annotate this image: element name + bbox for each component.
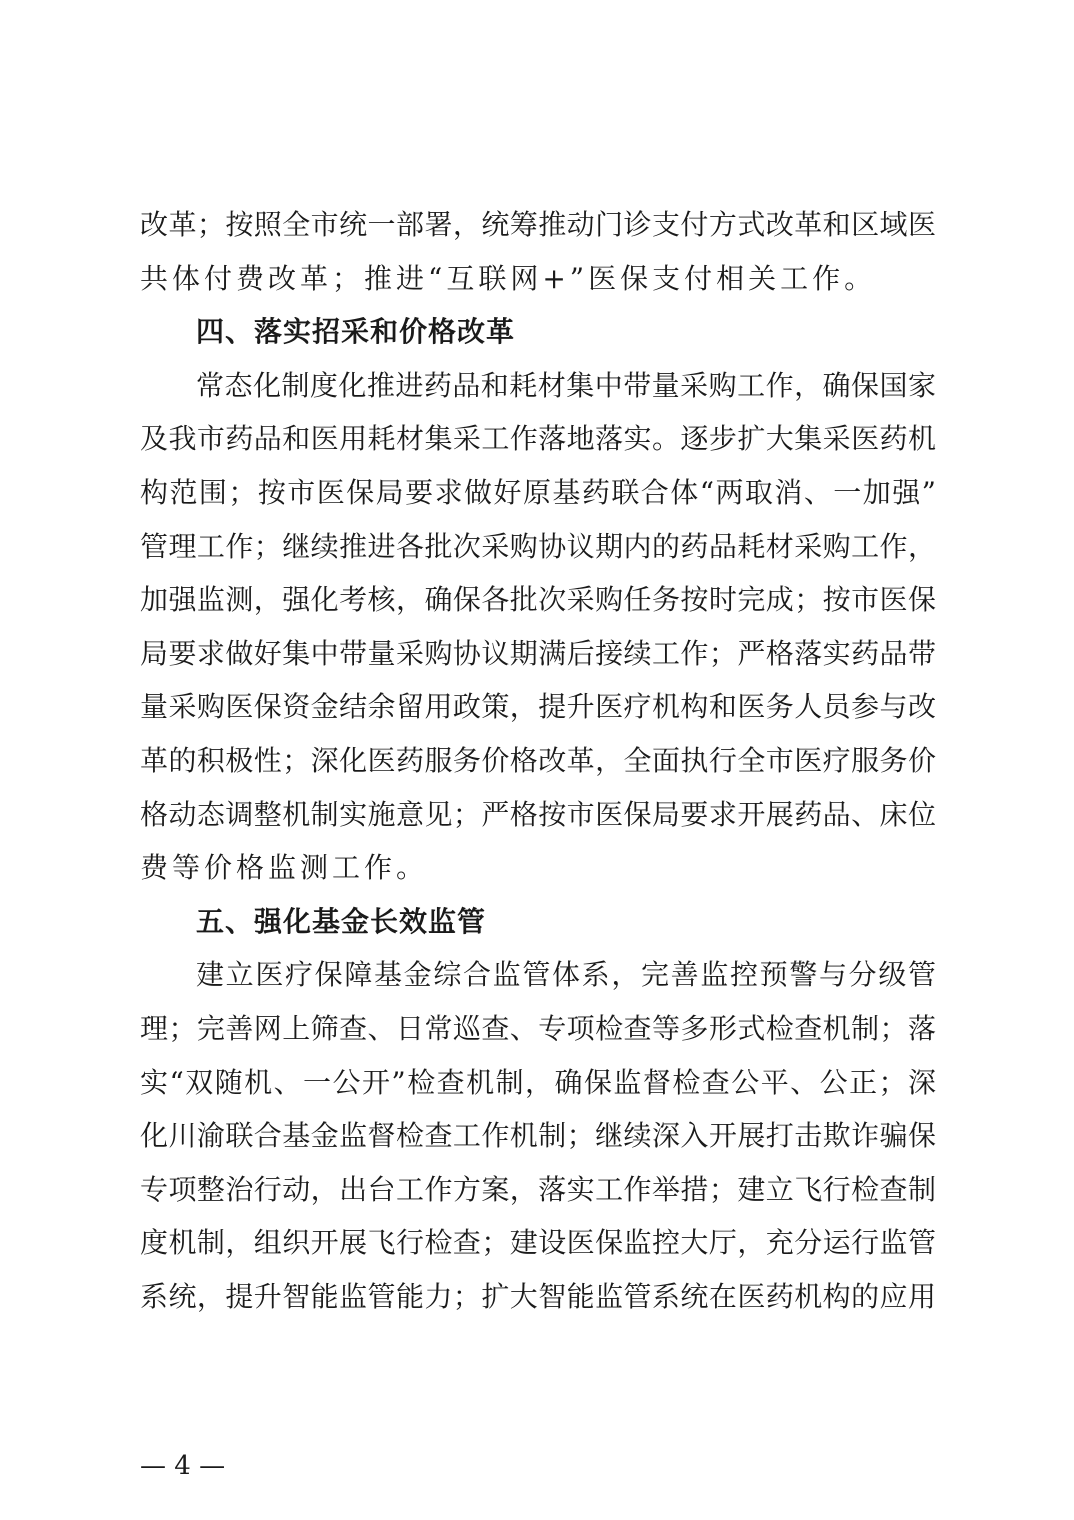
section-heading: 五、强化基金长效监管 (196, 904, 487, 938)
body-line: 格动态调整机制实施意见；严格按市医保局要求开展药品、床位 (140, 797, 936, 831)
body-line: 革的积极性；深化医药服务价格改革，全面执行全市医疗服务价 (140, 743, 936, 777)
body-line: 改革；按照全市统一部署，统筹推动门诊支付方式改革和区域医 (140, 208, 936, 241)
body-line: 实“双随机、一公开”检查机制，确保监督检查公平、公正；深 (140, 1065, 936, 1099)
body-line: 度机制，组织开展飞行检查；建设医保监控大厅，充分运行监管 (140, 1226, 936, 1260)
section-heading: 四、落实招采和价格改革 (196, 315, 516, 349)
body-line: 建立医疗保障基金综合监管体系，完善监控预警与分级管 (196, 958, 936, 992)
page-number: — 4 — (140, 1451, 226, 1481)
body-line: 管理工作；继续推进各批次采购协议期内的药品耗材采购工作， (140, 529, 936, 563)
body-line: 理；完善网上筛查、日常巡查、专项检查等多形式检查机制；落 (140, 1011, 936, 1045)
body-line: 局要求做好集中带量采购协议期满后接续工作；严格落实药品带 (140, 636, 936, 670)
body-line: 共体付费改革；推进“互联网+”医保支付相关工作。 (140, 261, 877, 295)
body-line: 量采购医保资金结余留用政策，提升医疗机构和医务人员参与改 (140, 690, 936, 724)
body-line: 常态化制度化推进药品和耗材集中带量采购工作，确保国家 (196, 368, 936, 402)
body-line: 构范围；按市医保局要求做好原基药联合体“两取消、一加强” (140, 475, 936, 509)
body-line: 费等价格监测工作。 (140, 851, 429, 885)
body-line: 系统，提升智能监管能力；扩大智能监管系统在医药机构的应用 (140, 1279, 936, 1313)
body-line: 专项整治行动，出台工作方案，落实工作举措；建立飞行检查制 (140, 1172, 936, 1206)
body-line: 加强监测，强化考核，确保各批次采购任务按时完成；按市医保 (140, 583, 936, 617)
body-line: 化川渝联合基金监督检查工作机制；继续深入开展打击欺诈骗保 (140, 1119, 936, 1153)
document-body (140, 198, 936, 1323)
body-line: 及我市药品和医用耗材集采工作落地落实。逐步扩大集采医药机 (140, 422, 936, 456)
